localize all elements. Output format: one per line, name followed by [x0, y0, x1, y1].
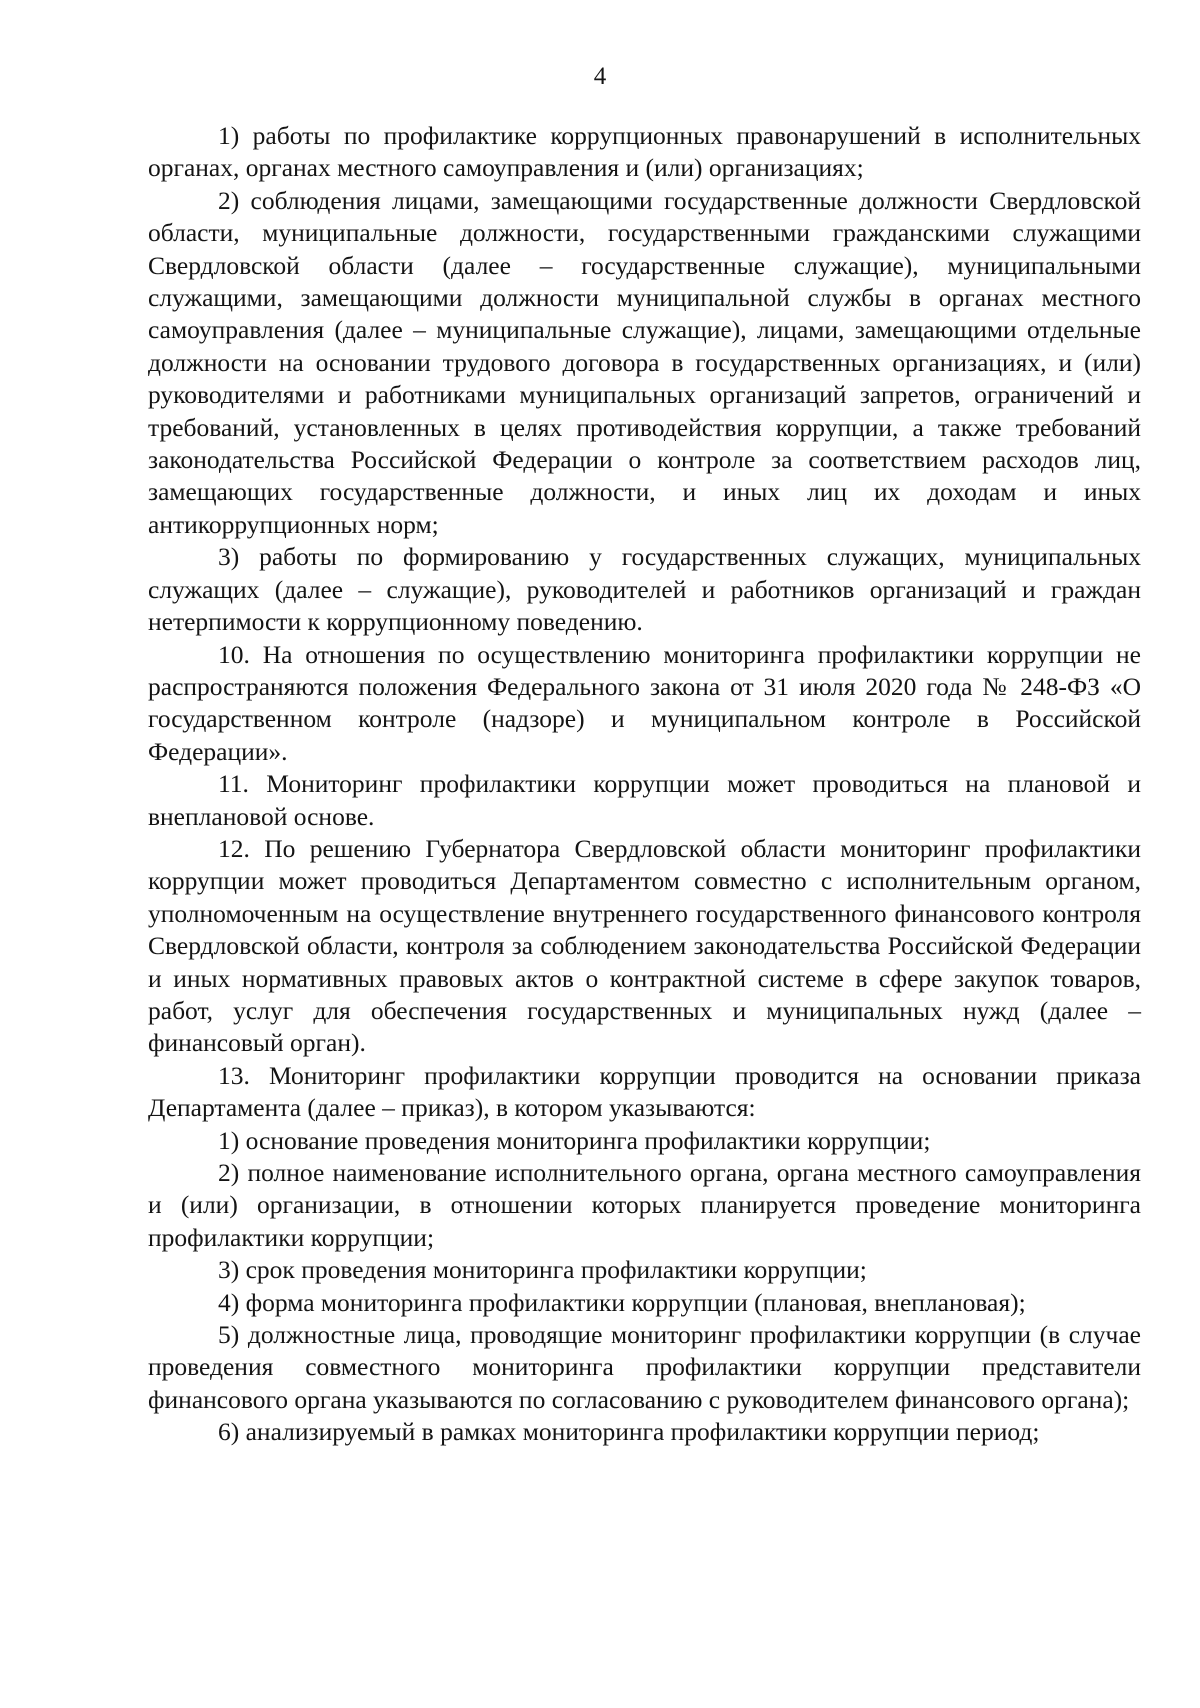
- page-number: 4: [593, 63, 607, 90]
- paragraph-13-item-5: 5) должностные лица, проводящие мониторинг профилактики коррупции (в случае проведения совместного мониторинга профилактики коррупции представители финансового органа указываются по согласованию с руководителем финансового органа);: [148, 1320, 1141, 1414]
- document-body: [148, 120, 1141, 1449]
- paragraph-item-1-work: 1) работы по профилактике коррупционных правонарушений в исполнительных органах, органах местного самоуправления и (или) организациях;: [148, 121, 1141, 183]
- paragraph-item-2-compliance: 2) соблюдения лицами, замещающими государственные должности Свердловской области, муниципальные должности, государственными гражданскими служащими Свердловской области (далее – государственные служащие), муниципальными служащими, замещающими должности муниципальной службы в органах местного самоуправления (далее – муниципальные служащие), лицами, замещающими отдельные должности на основании трудового договора в государственных организациях, и (или) руководителями и работниками муниципальных организаций запретов, ограничений и требований, установленных в целях противодействия коррупции, а также требований законодательства Российской Федерации о контроле за соответствием расходов лиц, замещающих государственные должности, и иных лиц их доходам и иных антикоррупционных норм;: [148, 185, 1141, 539]
- paragraph-13-item-3: 3) срок проведения мониторинга профилактики коррупции;: [218, 1255, 867, 1285]
- paragraph-clause-13: 13. Мониторинг профилактики коррупции проводится на основании приказа Департамента (далее – приказ), в котором указываются:: [148, 1060, 1141, 1123]
- paragraph-clause-10: 10. На отношения по осуществлению мониторинга профилактики коррупции не распространяются положения Федерального закона от 31 июля 2020 года № 248-ФЗ «О государственном контроле (надзоре) и муниципальном контроле в Российской Федерации».: [148, 639, 1141, 766]
- paragraph-13-item-1: 1) основание проведения мониторинга профилактики коррупции;: [218, 1125, 931, 1155]
- paragraph-13-item-4: 4) форма мониторинга профилактики коррупции (плановая, внеплановая);: [218, 1287, 1026, 1317]
- paragraph-13-item-2: 2) полное наименование исполнительного органа, органа местного самоуправления и (или) организации, в отношении которых планируется проведение мониторинга профилактики коррупции;: [148, 1158, 1141, 1252]
- paragraph-13-item-6: 6) анализируемый в рамках мониторинга профилактики коррупции период;: [218, 1417, 1040, 1447]
- paragraph-clause-11: 11. Мониторинг профилактики коррупции может проводиться на плановой и внеплановой основе.: [148, 769, 1141, 831]
- paragraph-clause-12: 12. По решению Губернатора Свердловской области мониторинг профилактики коррупции может проводиться Департаментом совместно с исполнительным органом, уполномоченным на осуществление внутреннего государственного финансового контроля Свердловской области, контроля за соблюдением законодательства Российской Федерации и иных нормативных правовых актов о контрактной системе в сфере закупок товаров, работ, услуг для обеспечения государственных и муниципальных нужд (далее – финансовый орган).: [148, 833, 1141, 1058]
- paragraph-item-3-intolerance: 3) работы по формированию у государственных служащих, муниципальных служащих (далее – служащие), руководителей и работников организаций и граждан нетерпимости к коррупционному поведению.: [148, 542, 1141, 637]
